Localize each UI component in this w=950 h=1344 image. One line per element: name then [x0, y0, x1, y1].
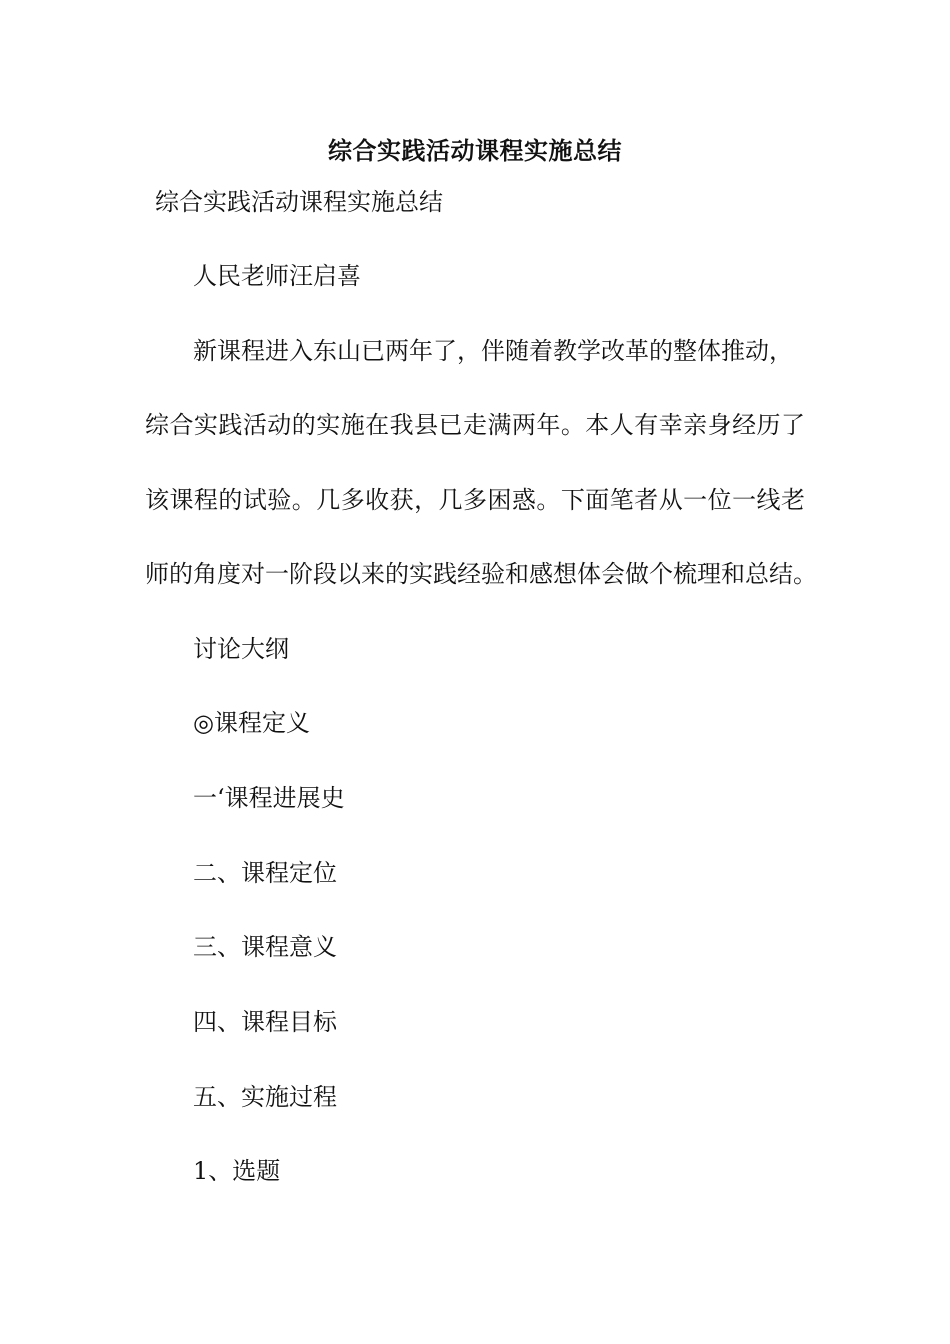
- author-line: 人民老师汪启喜: [193, 262, 361, 290]
- outline-item-positioning: 二、课程定位: [193, 859, 337, 887]
- outline-item-definition: ◎课程定义: [193, 709, 310, 737]
- outline-item-goals: 四、课程目标: [193, 1008, 337, 1036]
- outline-item-history: 一‘课程进展史: [193, 784, 345, 812]
- paragraph-line-4: 师的角度对一阶段以来的实践经验和感想体会做个梳理和总结。: [145, 560, 817, 588]
- outline-item-significance: 三、课程意义: [193, 933, 337, 961]
- document-title: 综合实践活动课程实施总结: [328, 136, 622, 165]
- paragraph-line-1: 新课程进入东山已两年了，伴随着教学改革的整体推动，: [193, 337, 793, 365]
- outline-item-topic-selection: 1、选题: [193, 1157, 281, 1185]
- paragraph-line-3: 该课程的试验。几多收获，几多困惑。下面笔者从一位一线老: [145, 486, 805, 514]
- document-subtitle: 综合实践活动课程实施总结: [155, 188, 443, 216]
- paragraph-line-2: 综合实践活动的实施在我县已走满两年。本人有幸亲身经历了: [145, 411, 805, 439]
- outline-heading: 讨论大纲: [193, 635, 289, 663]
- outline-item-process: 五、实施过程: [193, 1083, 337, 1111]
